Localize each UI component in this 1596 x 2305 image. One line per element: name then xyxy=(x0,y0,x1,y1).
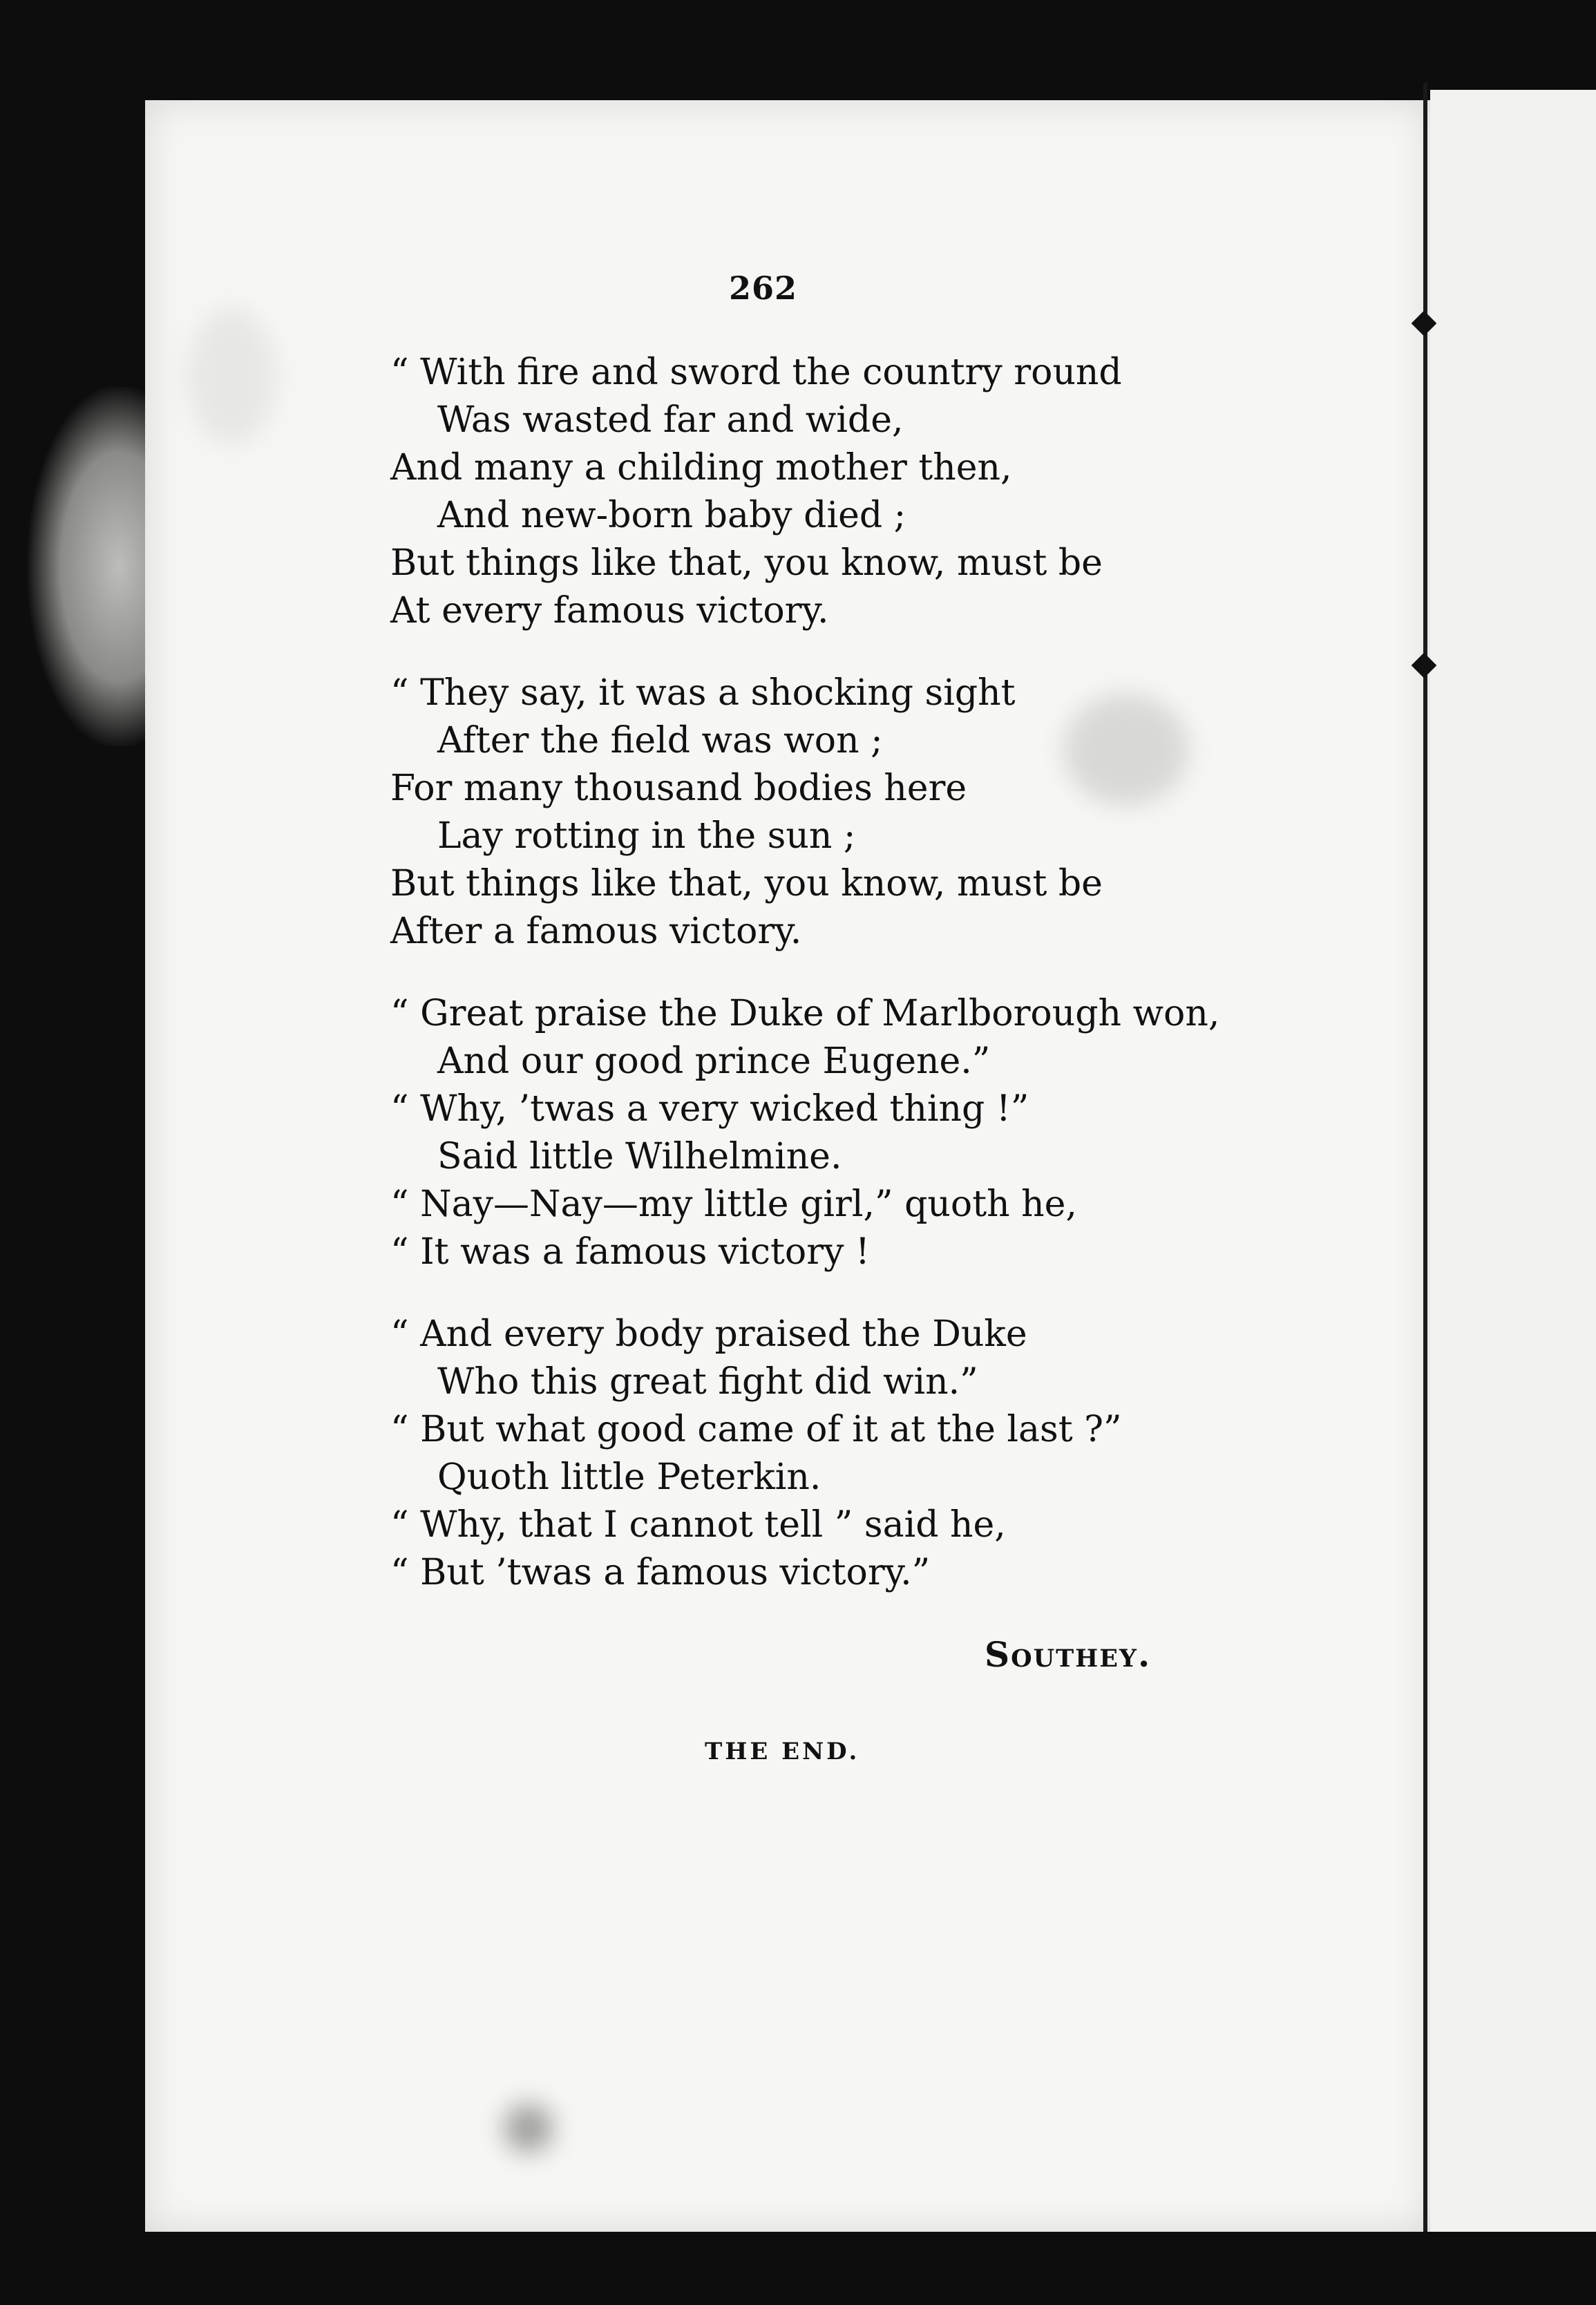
poem-line: “ Great praise the Duke of Marlborough won, xyxy=(390,993,1220,1034)
poem-line: “ But ’twas a famous victory.” xyxy=(390,1552,931,1593)
poem-line: “ Why, ’twas a very wicked thing !” xyxy=(390,1088,1029,1130)
poem-line: But things like that, you know, must be xyxy=(390,542,1103,584)
closing-text: THE END. xyxy=(705,1738,860,1765)
poem-line: For many thousand bodies here xyxy=(390,768,967,809)
poem-line: “ But what good came of it at the last ?” xyxy=(390,1409,1122,1450)
facing-page-edge xyxy=(1430,90,1596,2232)
page-number: 262 xyxy=(729,269,798,307)
poem-line: “ Why, that I cannot tell ” said he, xyxy=(390,1504,1006,1546)
poem-line: “ Nay—Nay—my little girl,” quoth he, xyxy=(390,1184,1077,1225)
poem-line: And new-born baby died ; xyxy=(437,495,906,536)
poem-line: “ With fire and sword the country round xyxy=(390,352,1122,393)
poem-stanza xyxy=(390,670,1289,956)
poem-stanza xyxy=(390,1311,1289,1597)
poem-line: Lay rotting in the sun ; xyxy=(437,815,856,857)
poem-line: Was wasted far and wide, xyxy=(437,399,904,441)
book-gutter xyxy=(1423,83,1427,2232)
poem-line: “ They say, it was a shocking sight xyxy=(390,672,1016,714)
poem-line: Who this great fight did win.” xyxy=(437,1361,978,1403)
poem-stanza xyxy=(390,990,1289,1276)
poem-line: After the field was won ; xyxy=(437,720,883,761)
poem-line: “ It was a famous victory ! xyxy=(390,1231,870,1273)
page-stain xyxy=(187,307,276,446)
poem-line: Quoth little Peterkin. xyxy=(437,1457,821,1498)
poem-attribution: Southey. xyxy=(985,1634,1152,1675)
poem-line: Said little Wilhelmine. xyxy=(437,1136,842,1177)
poem-stanza xyxy=(390,349,1289,635)
poem-text xyxy=(390,349,1289,1631)
poem-line: “ And every body praised the Duke xyxy=(390,1313,1027,1355)
poem-line: And our good prince Eugene.” xyxy=(437,1041,991,1082)
poem-line: After a famous victory. xyxy=(390,911,802,952)
poem-line: But things like that, you know, must be xyxy=(390,863,1103,904)
page-stain xyxy=(504,2104,553,2152)
poem-line: At every famous victory. xyxy=(390,590,829,632)
poem-line: And many a childing mother then, xyxy=(390,447,1012,488)
